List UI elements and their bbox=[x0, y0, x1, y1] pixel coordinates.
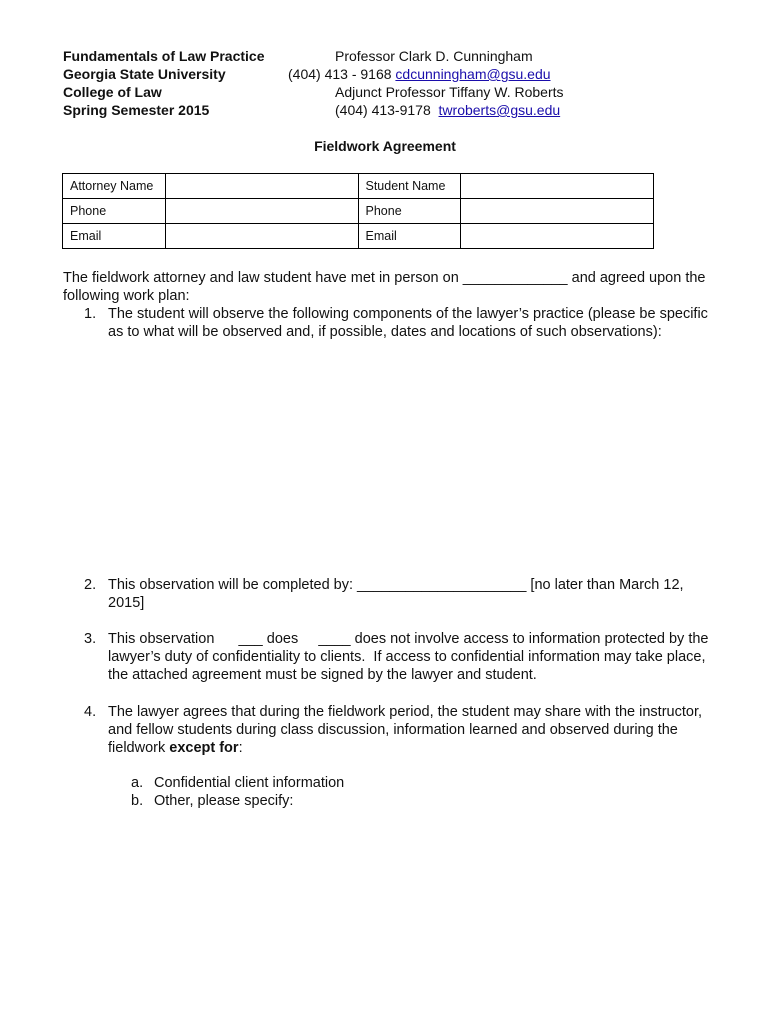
item-text bbox=[108, 703, 709, 757]
professor-1-email-link[interactable]: cdcunningham@gsu.edu bbox=[395, 66, 551, 82]
attorney-name-label: Attorney Name bbox=[63, 174, 166, 199]
attorney-name-field[interactable] bbox=[165, 174, 358, 199]
university-name: Georgia State University bbox=[63, 66, 226, 82]
professor-2-contact bbox=[288, 101, 564, 119]
intro-paragraph: The fieldwork attorney and law student have met in person on _____________ and agreed upon the following work plan: bbox=[63, 270, 706, 304]
professor-1-contact bbox=[288, 65, 564, 83]
item-text: This observation ___ does ____ does not involve access to information protected by the lawyer’s duty of confidentiality to clients. If access to confidential information may take place, the attached agreement must be signed by the lawyer and student. bbox=[108, 631, 713, 683]
table-row bbox=[63, 174, 654, 199]
item-number: 4. bbox=[84, 704, 97, 720]
item-text-emphasis: except for bbox=[169, 740, 239, 756]
student-email-field[interactable] bbox=[461, 224, 654, 249]
student-phone-field[interactable] bbox=[461, 199, 654, 224]
document-title: Fieldwork Agreement bbox=[314, 138, 456, 154]
semester: Spring Semester 2015 bbox=[63, 102, 210, 118]
professor-2-name: Adjunct Professor Tiffany W. Roberts bbox=[335, 84, 564, 100]
attorney-email-label: Email bbox=[63, 224, 166, 249]
professor-2-phone: (404) 413-9178 bbox=[335, 102, 431, 118]
item-text: The student will observe the following components of the lawyer’s practice (please be specific as to what will be observed and, if possible, dates and locations of such observations): bbox=[108, 306, 708, 340]
sub-list-item bbox=[131, 792, 293, 810]
list-item bbox=[84, 630, 713, 684]
course-info bbox=[63, 47, 265, 119]
item-number: 1. bbox=[84, 306, 97, 322]
item-number: 2. bbox=[84, 577, 97, 593]
professor-1-name: Professor Clark D. Cunningham bbox=[335, 48, 533, 64]
table-row bbox=[63, 224, 654, 249]
course-name: Fundamentals of Law Practice bbox=[63, 48, 265, 64]
list-item bbox=[84, 703, 709, 757]
item-text-end: : bbox=[238, 740, 243, 756]
student-phone-label: Phone bbox=[358, 199, 461, 224]
college-name: College of Law bbox=[63, 84, 162, 100]
sub-list-item bbox=[131, 774, 344, 792]
student-name-label: Student Name bbox=[358, 174, 461, 199]
table-row bbox=[63, 199, 654, 224]
instructor-info bbox=[288, 47, 564, 119]
item-text-start: The lawyer agrees that during the fieldwork period, the student may share with the instructor, and fellow students during class discussion, information learned and observed during the fieldwork bbox=[108, 704, 703, 756]
sub-item-text: Confidential client information bbox=[154, 775, 345, 791]
item-text: This observation will be completed by: _____________________ [no later than March 12, 2015] bbox=[108, 577, 684, 611]
professor-2-email-link[interactable]: twroberts@gsu.edu bbox=[438, 102, 561, 118]
sub-item-letter: b. bbox=[131, 793, 144, 809]
list-item bbox=[84, 576, 709, 612]
sub-item-letter: a. bbox=[131, 775, 144, 791]
attorney-phone-field[interactable] bbox=[165, 199, 358, 224]
attorney-email-field[interactable] bbox=[165, 224, 358, 249]
student-name-field[interactable] bbox=[461, 174, 654, 199]
contact-table bbox=[62, 173, 654, 249]
professor-1-phone: (404) 413 - 9168 bbox=[288, 66, 392, 82]
attorney-phone-label: Phone bbox=[63, 199, 166, 224]
sub-item-text: Other, please specify: bbox=[154, 793, 294, 809]
student-email-label: Email bbox=[358, 224, 461, 249]
item-number: 3. bbox=[84, 631, 97, 647]
list-item bbox=[84, 305, 709, 341]
